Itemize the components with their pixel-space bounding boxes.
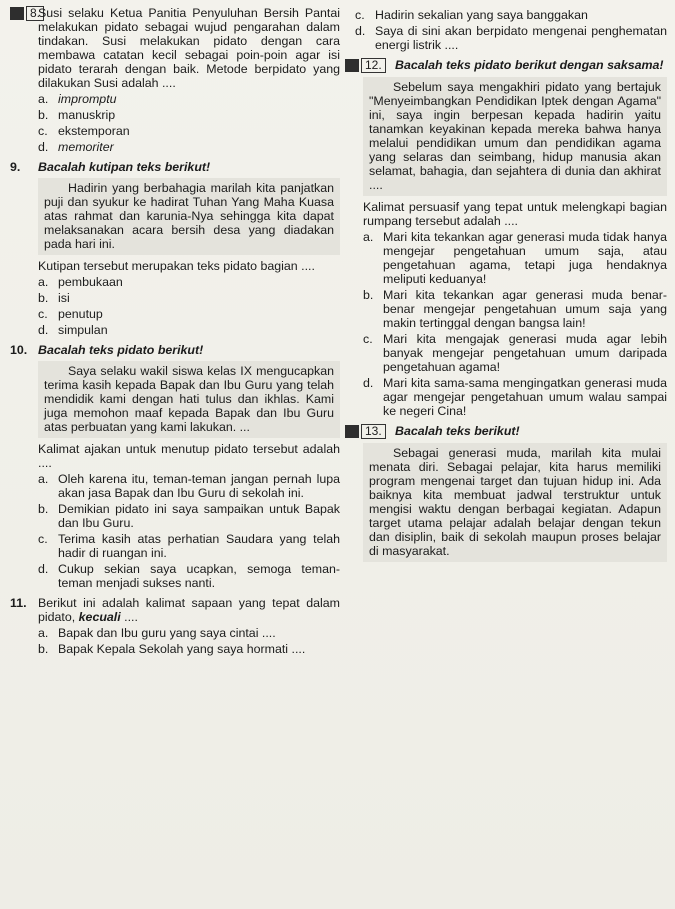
hots-badge-icon	[345, 425, 359, 438]
question-stem: Bacalah kutipan teks berikut!	[38, 160, 211, 174]
option-a[interactable]: a. Bapak dan Ibu guru yang saya cintai ....	[38, 626, 276, 640]
options-list	[38, 275, 340, 337]
option-d[interactable]: d. Saya di sini akan berpidato mengenai penghematan energi listrik ....	[355, 24, 667, 52]
question-stem: Bacalah teks berikut!	[395, 424, 520, 438]
option-a[interactable]: a. impromptu	[38, 92, 117, 106]
option-a[interactable]: a. Mari kita tekankan agar generasi muda tidak hanya mengejar pengetahuan umum saja, atau pengetahuan agama, tetapi juga hendaknya meliputi keduanya!	[363, 230, 667, 286]
option-b[interactable]: b. Mari kita tekankan agar generasi muda benar-benar mengejar pengetahuan umum saja yang makin tertinggal dengan bangsa lain!	[363, 288, 667, 330]
hots-badge-icon	[10, 7, 24, 20]
option-c[interactable]: c. Mari kita mengajak generasi muda agar lebih banyak mengejar pengetahuan umum daripada pengetahuan agama!	[363, 332, 667, 374]
question-stem: Bacalah teks pidato berikut!	[38, 343, 204, 357]
option-c[interactable]: c. Hadirin sekalian yang saya banggakan	[355, 8, 588, 22]
question-text: Kutipan tersebut merupakan teks pidato bagian ....	[38, 259, 315, 273]
option-c[interactable]: c. penutup	[38, 307, 103, 321]
passage-box: Saya selaku wakil siswa kelas IX mengucapkan terima kasih kepada Bapak dan Ibu Guru yang telah mendidik kami dengan hati tulus dan ikhlas. Kami juga memohon maaf kepada Bapak dan Ibu Guru atas perbuatan yang kami lakukan. ...	[38, 361, 340, 438]
option-b[interactable]: b. Demikian pidato ini saya sampaikan untuk Bapak dan Ibu Guru.	[38, 502, 340, 530]
options-list	[38, 472, 340, 590]
question-13	[345, 424, 667, 562]
option-d[interactable]: d. simpulan	[38, 323, 108, 337]
left-column	[10, 6, 340, 662]
question-stem: Bacalah teks pidato berikut dengan saksama!	[395, 58, 664, 72]
question-12	[345, 58, 667, 418]
question-10	[10, 343, 340, 590]
option-b[interactable]: b. manuskrip	[38, 108, 116, 122]
question-number: 13.	[345, 424, 395, 439]
option-a[interactable]: a. Oleh karena itu, teman-teman jangan pernah lupa akan jasa Bapak dan Ibu Guru di sekolah ini.	[38, 472, 340, 500]
question-stem: Berikut ini adalah kalimat sapaan yang tepat dalam pidato, kecuali ....	[38, 596, 340, 624]
option-a[interactable]: a. pembukaan	[38, 275, 123, 289]
option-d[interactable]: d. memoriter	[38, 140, 114, 154]
question-number: 8.	[10, 6, 38, 21]
passage-box: Sebelum saya mengakhiri pidato yang bertajuk "Menyeimbangkan Pendidikan Iptek dengan Agama" ini, saya ingin berpesan kepada hadirin yaitu tanamkan keyakinan kepada mereka bahwa hanya melalui pendidikan umum dan pendidikan agama yang selaras dan seimbang, hidup manusia akan selamat, bahagia, dan sejahtera di dunia dan akhirat ....	[363, 77, 667, 196]
question-text: Kalimat ajakan untuk menutup pidato tersebut adalah ....	[38, 442, 340, 470]
question-number: 12.	[345, 58, 395, 73]
options-list	[363, 230, 667, 418]
option-d[interactable]: d. Mari kita sama-sama mengingatkan generasi muda agar mengejar pengetahuan umum walau sampai ke negeri Cina!	[363, 376, 667, 418]
passage-box: Sebagai generasi muda, marilah kita mulai menata diri. Sebagai pelajar, kita harus memiliki program mengenai target dan tujuan hidup ini. Ada baiknya kita membuat jadwal terstruktur untuk mengisi waktu dengan berbagai kegiatan. Adapun target utama pelajar adalah belajar dengan tekun dan disiplin, baik di sekolah maupun proses belajar di masyarakat.	[363, 443, 667, 562]
question-9	[10, 160, 340, 337]
question-stem: Susi selaku Ketua Panitia Penyuluhan Bersih Pantai melakukan pidato sebagai wujud pengarahan dalam tindakan. Susi melakukan pidato dengan cara membawa catatan kecil sebagai poin-poin agar isi pidato terarah dengan baik. Metode berpidato yang dilakukan Susi adalah ....	[38, 6, 340, 90]
options-list	[355, 8, 667, 52]
question-number: 9.	[10, 160, 21, 174]
question-11-continued	[345, 8, 667, 52]
option-c[interactable]: c. ekstemporan	[38, 124, 130, 138]
options-list	[38, 626, 340, 656]
question-number: 11.	[10, 596, 27, 610]
option-c[interactable]: c. Terima kasih atas perhatian Saudara yang telah hadir di ruangan ini.	[38, 532, 340, 560]
option-b[interactable]: b. Bapak Kepala Sekolah yang saya hormati ....	[38, 642, 306, 656]
option-b[interactable]: b. isi	[38, 291, 70, 305]
hots-badge-icon	[345, 59, 359, 72]
question-11	[10, 596, 340, 656]
options-list	[38, 92, 340, 154]
question-number: 10.	[10, 343, 28, 357]
option-d[interactable]: d. Cukup sekian saya ucapkan, semoga teman-teman menjadi sukses nanti.	[38, 562, 340, 590]
passage-box: Hadirin yang berbahagia marilah kita panjatkan puji dan syukur ke hadirat Tuhan Yang Maha Kuasa atas rahmat dan karunia-Nya sehingga kita dapat melaksanakan acara bersih desa yang diadakan pada hari ini.	[38, 178, 340, 255]
question-text: Kalimat persuasif yang tepat untuk melengkapi bagian rumpang tersebut adalah ....	[363, 200, 667, 228]
right-column	[345, 6, 667, 568]
question-8	[10, 6, 340, 154]
